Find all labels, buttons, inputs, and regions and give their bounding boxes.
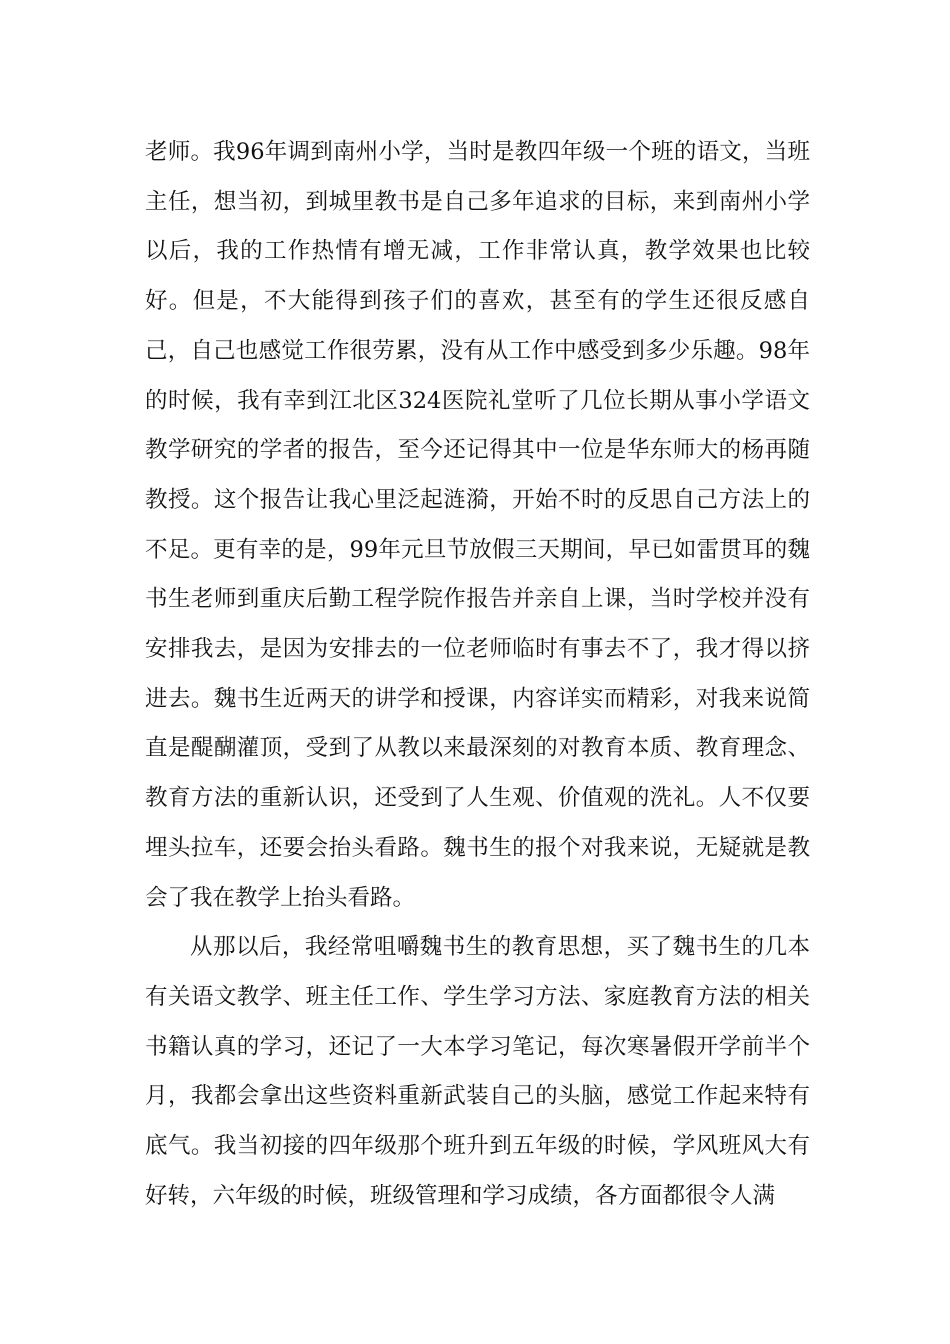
paragraph-2: 从那以后，我经常咀嚼魏书生的教育思想，买了魏书生的几本有关语文教学、班主任工作、学生学习方法、家庭教育方法的相关书籍认真的学习，还记了一大本学习笔记，每次寒暑假开学前半个月，我都会拿出这些资料重新武装自己的头脑，感觉工作起来特有底气。我当初接的四年级那个班升到五年级的时候，学风班风大有好转，六年级的时候，班级管理和学习成绩，各方面都很令人满 xyxy=(145,934,810,1209)
body-text xyxy=(145,128,810,1221)
paragraph-1: 老师。我96年调到南州小学，当时是教四年级一个班的语文，当班主任，想当初，到城里教书是自己多年追求的目标，来到南州小学以后，我的工作热情有增无减，工作非常认真，教学效果也比较好。但是，不大能得到孩子们的喜欢，甚至有的学生还很反感自己，自己也感觉工作很劳累，没有从工作中感受到多少乐趣。98年的时候，我有幸到江北区324医院礼堂听了几位长期从事小学语文教学研究的学者的报告，至今还记得其中一位是华东师大的杨再随教授。这个报告让我心里泛起涟漪，开始不时的反思自己方法上的不足。更有幸的是，99年元旦节放假三天期间，早已如雷贯耳的魏书生老师到重庆后勤工程学院作报告并亲自上课，当时学校并没有安排我去，是因为安排去的一位老师临时有事去不了，我才得以挤进去。魏书生近两天的讲学和授课，内容详实而精彩，对我来说简直是醍醐灌顶，受到了从教以来最深刻的对教育本质、教育理念、教育方法的重新认识，还受到了人生观、价值观的洗礼。人不仅要埋头拉车，还要会抬头看路。魏书生的报个对我来说，无疑就是教会了我在教学上抬头看路。 xyxy=(145,139,810,911)
